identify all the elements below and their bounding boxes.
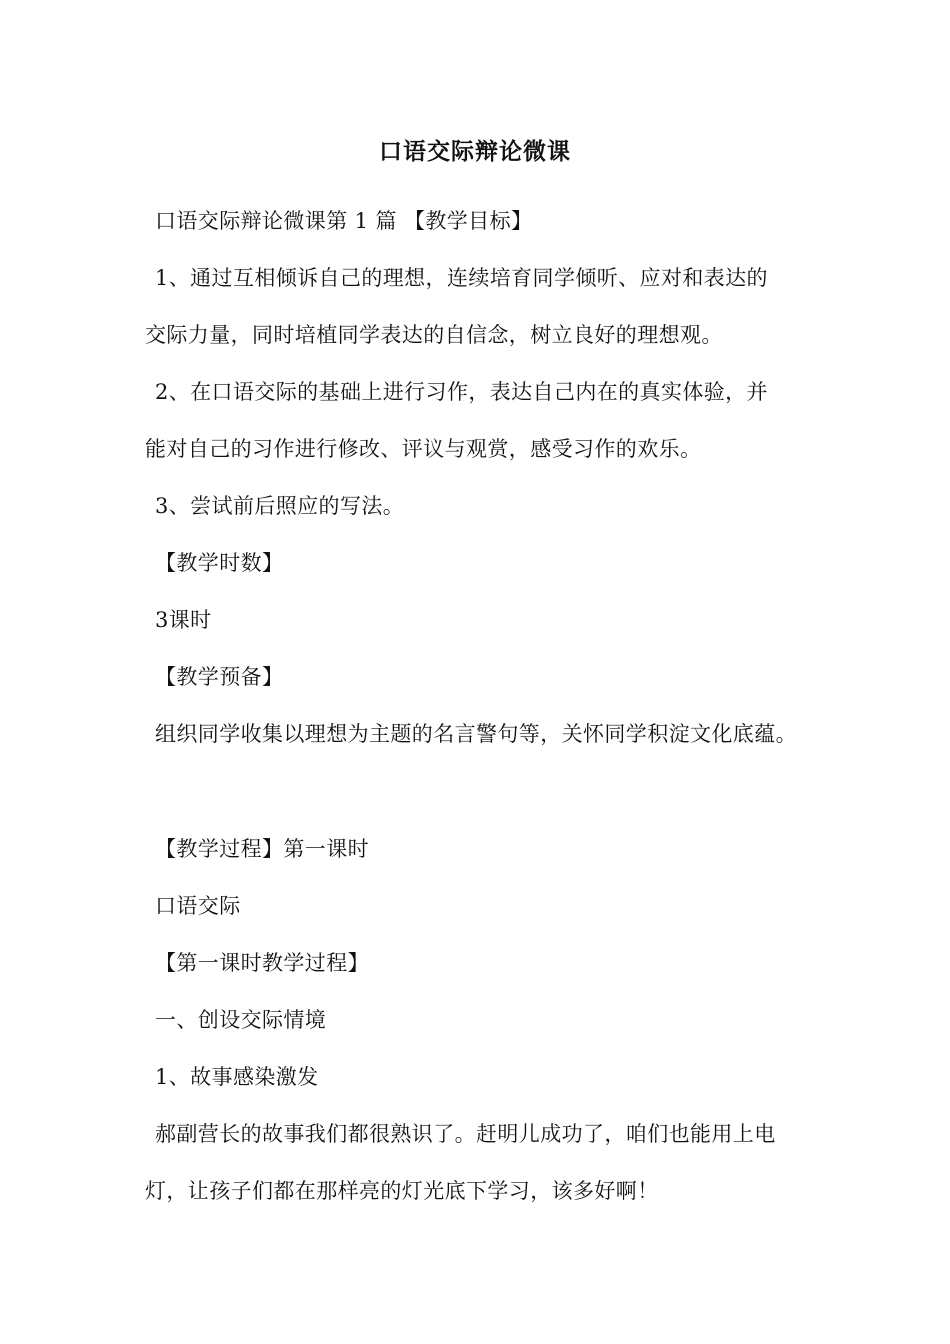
paragraph-line: 3、尝试前后照应的写法。: [155, 494, 405, 518]
paragraph-line: 交际力量，同时培植同学表达的自信念，树立良好的理想观。: [145, 323, 723, 347]
section-heading: 【教学时数】: [155, 551, 284, 575]
paragraph-line: 1、通过互相倾诉自己的理想，连续培育同学倾听、应对和表达的: [155, 266, 768, 290]
paragraph-line: 口语交际: [155, 894, 241, 918]
section-heading: 【第一课时教学过程】: [155, 951, 369, 975]
paragraph-line: 郝副营长的故事我们都很熟识了。赶明儿成功了，咱们也能用上电: [155, 1122, 776, 1146]
paragraph-line: 2、在口语交际的基础上进行习作，表达自己内在的真实体验，并: [155, 380, 768, 404]
paragraph-line: 3课时: [155, 608, 212, 632]
paragraph-line: 1、故事感染激发: [155, 1065, 319, 1089]
section-heading: 【教学过程】第一课时: [155, 837, 369, 861]
paragraph-line: 口语交际辩论微课第 1 篇 【教学目标】: [155, 209, 533, 233]
paragraph-line: 能对自己的习作进行修改、评议与观赏，感受习作的欢乐。: [145, 437, 702, 461]
section-heading: 【教学预备】: [155, 665, 284, 689]
document-title: 口语交际辩论微课: [379, 138, 571, 165]
paragraph-line: 灯，让孩子们都在那样亮的灯光底下学习，该多好啊！: [145, 1179, 659, 1203]
paragraph-line: 一、创设交际情境: [155, 1008, 327, 1032]
paragraph-line: 组织同学收集以理想为主题的名言警句等，关怀同学积淀文化底蕴。: [155, 722, 797, 746]
